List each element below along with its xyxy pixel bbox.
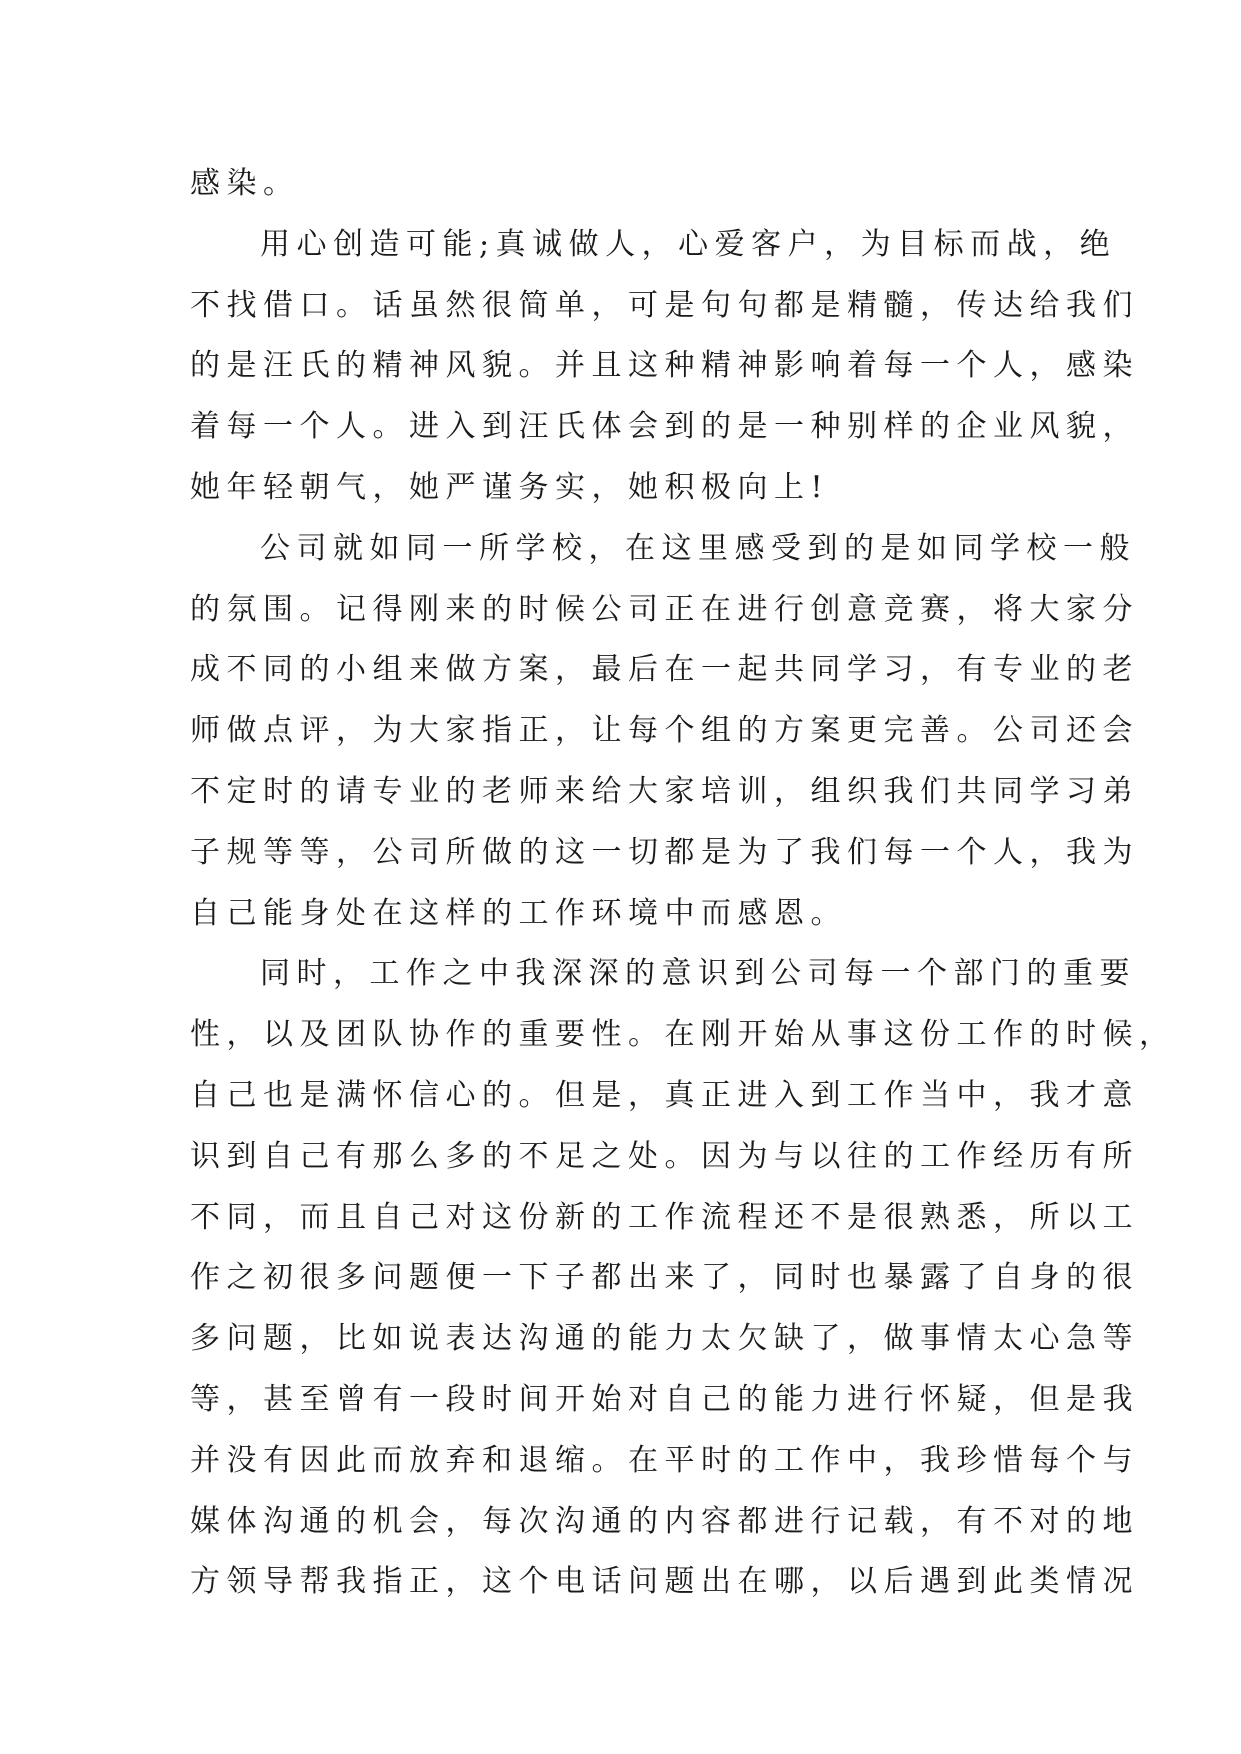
text-line: 子规等等，公司所做的这一切都是为了我们每一个人，我为 [190,834,1139,870]
text-line: 公司就如同一所学校，在这里感受到的是如同学校一般 [260,530,1136,566]
text-line: 媒体沟通的机会，每次沟通的内容都进行记载，有不对的地 [190,1503,1139,1539]
text-line: 师做点评，为大家指正，让每个组的方案更完善。公司还会 [190,713,1139,749]
text-line: 方领导帮我指正，这个电话问题出在哪，以后遇到此类情况 [190,1564,1139,1600]
text-line: 并没有因此而放弃和退缩。在平时的工作中，我珍惜每个与 [190,1442,1139,1478]
text-line: 性，以及团队协作的重要性。在刚开始从事这份工作的时候， [190,1017,1176,1053]
document-body [190,154,1176,1613]
text-line: 用心创造可能;真诚做人，心爱客户，为目标而战，绝 [260,226,1117,262]
text-line: 着每一个人。进入到汪氏体会到的是一种别样的企业风貌， [190,409,1139,445]
text-line: 不同，而且自己对这份新的工作流程还不是很熟悉，所以工 [190,1199,1139,1235]
text-line: 她年轻朝气，她严谨务实，她积极向上! [190,469,830,505]
text-line: 不找借口。话虽然很简单，可是句句都是精髓，传达给我们 [190,287,1139,323]
text-line: 自己也是满怀信心的。但是，真正进入到工作当中，我才意 [190,1077,1139,1113]
text-line: 识到自己有那么多的不足之处。因为与以往的工作经历有所 [190,1138,1139,1174]
text-line: 感染。 [190,166,300,201]
text-line: 作之初很多问题便一下子都出来了，同时也暴露了自身的很 [190,1260,1139,1296]
text-line: 自己能身处在这样的工作环境中而感恩。 [190,895,847,931]
text-line: 的氛围。记得刚来的时候公司正在进行创意竞赛，将大家分 [190,591,1139,627]
text-line: 多问题，比如说表达沟通的能力太欠缺了，做事情太心急等 [190,1321,1139,1357]
text-line: 不定时的请专业的老师来给大家培训，组织我们共同学习弟 [190,773,1139,809]
text-line: 的是汪氏的精神风貌。并且这种精神影响着每一个人，感染 [190,348,1139,384]
text-line: 同时，工作之中我深深的意识到公司每一个部门的重要 [260,956,1136,992]
text-line: 成不同的小组来做方案，最后在一起共同学习，有专业的老 [190,652,1139,688]
text-line: 等，甚至曾有一段时间开始对自己的能力进行怀疑，但是我 [190,1381,1139,1417]
